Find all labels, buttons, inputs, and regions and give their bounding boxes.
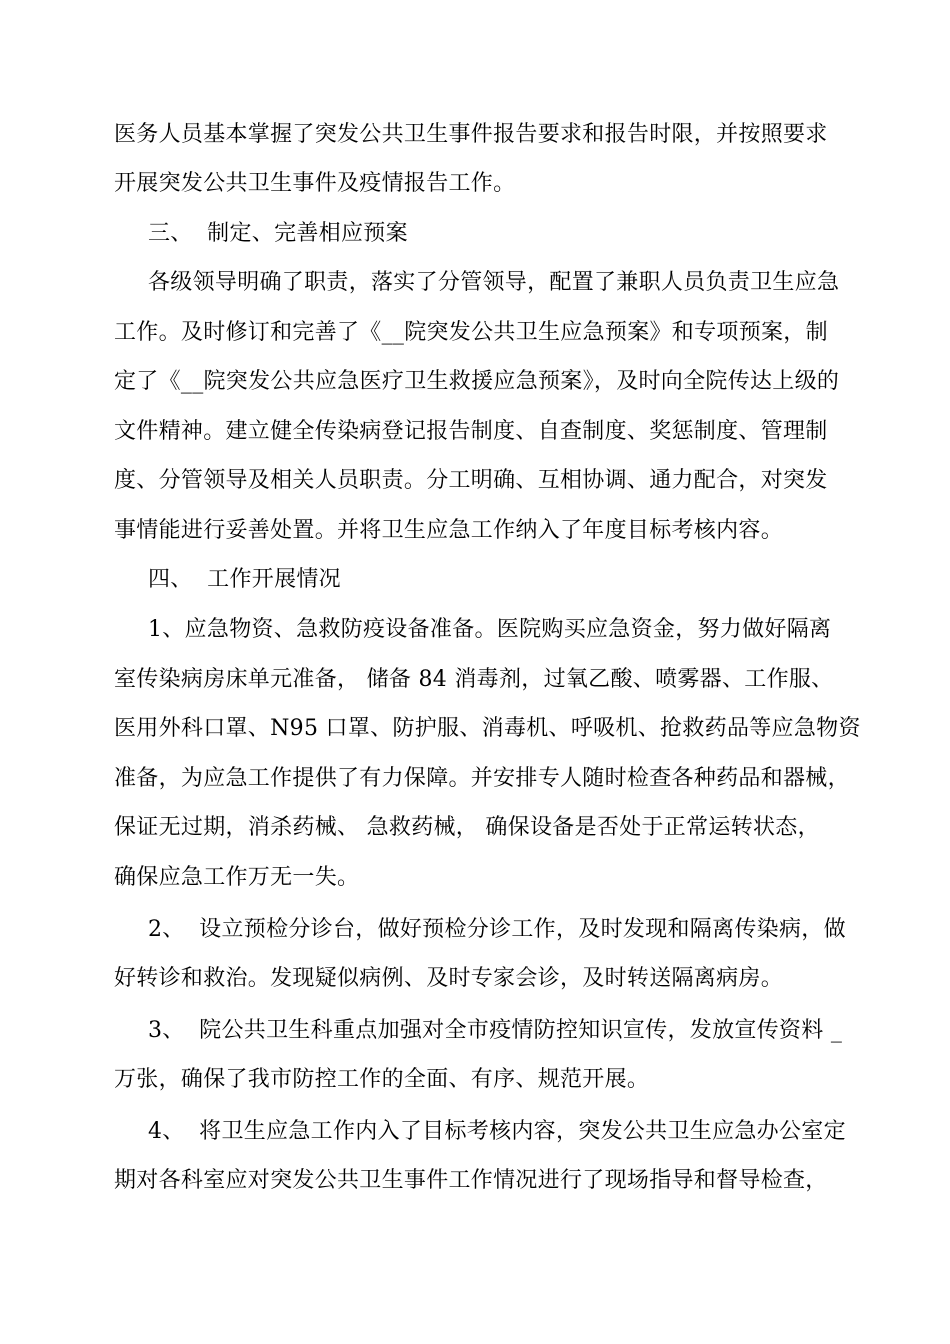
text-line: 万张，确保了我市防控工作的全面、有序、规范开展。 [114, 1067, 650, 1092]
text-line: 室传染病房床单元准备， 储备 84 消毒剂，过氧乙酸、喷雾器、工作服、 [114, 667, 834, 692]
text-line: 期对各科室应对突发公共卫生事件工作情况进行了现场指导和督导检查， [114, 1168, 828, 1193]
text-line: 各级领导明确了职责，落实了分管领导，配置了兼职人员负责卫生应急 [148, 270, 840, 295]
text-line: 开展突发公共卫生事件及疫情报告工作。 [114, 171, 516, 196]
text-line: 4、 将卫生应急工作内入了目标考核内容，突发公共卫生应急办公室定 [148, 1119, 846, 1144]
text-line: 1、应急物资、急救防疫设备准备。医院购买应急资金，努力做好隔离 [148, 617, 832, 642]
text-line: 3、 院公共卫生科重点加强对全市疫情防控知识宣传，发放宣传资料 _ [148, 1018, 843, 1043]
text-line: 确保应急工作万无一失。 [114, 865, 360, 890]
section-heading: 四、 工作开展情况 [148, 567, 341, 592]
text-line: 医务人员基本掌握了突发公共卫生事件报告要求和报告时限，并按照要求 [114, 122, 828, 147]
text-line: 事情能进行妥善处置。并将卫生应急工作纳入了年度目标考核内容。 [114, 518, 784, 543]
text-line: 准备，为应急工作提供了有力保障。并安排专人随时检查各种药品和器械， [114, 766, 850, 791]
text-line: 2、 设立预检分诊台，做好预检分诊工作，及时发现和隔离传染病，做 [148, 917, 846, 942]
section-heading: 三、 制定、完善相应预案 [148, 221, 408, 246]
text-line: 度、分管领导及相关人员职责。分工明确、互相协调、通力配合，对突发 [114, 468, 828, 493]
text-line: 文件精神。建立健全传染病登记报告制度、自查制度、奖惩制度、管理制 [114, 419, 828, 444]
text-line: 定了《__院突发公共应急医疗卫生救援应急预案》，及时向全院传达上级的 [114, 369, 840, 394]
text-line: 好转诊和救治。发现疑似病例、及时专家会诊，及时转送隔离病房。 [114, 966, 784, 991]
text-line: 保证无过期，消杀药械、 急救药械， 确保设备是否处于正常运转状态， [114, 815, 820, 840]
text-line: 医用外科口罩、N95 口罩、防护服、消毒机、呼吸机、抢救药品等应急物资 [114, 716, 861, 741]
text-line: 工作。及时修订和完善了《__院突发公共卫生应急预案》和专项预案，制 [114, 320, 828, 345]
